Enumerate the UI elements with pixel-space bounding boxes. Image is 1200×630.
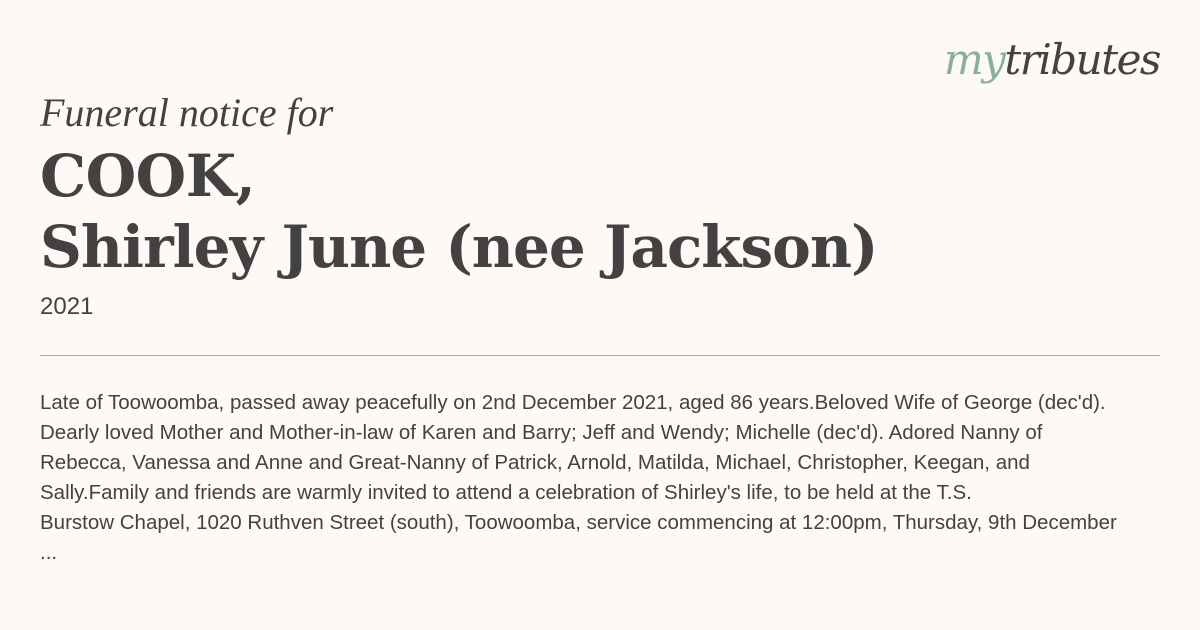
deceased-surname: COOK, [40,142,256,210]
notice-body-line: Burstow Chapel, 1020 Ruthven Street (south), Toowoomba, service commencing at 12:00pm, Thursday, 9th December [40,511,1117,534]
notice-year: 2021 [40,293,94,320]
notice-body-line: Rebecca, Vanessa and Anne and Great-Nanny of Patrick, Arnold, Matilda, Michael, Christopher, Keegan, and [40,451,1030,474]
logo-tributes: tributes [1004,35,1160,84]
notice-kicker: Funeral notice for [40,90,334,135]
notice-body [40,388,1200,568]
divider [40,355,1160,356]
logo-my: my [943,35,1005,84]
notice-body-line: Late of Toowoomba, passed away peacefully on 2nd December 2021, aged 86 years.Beloved Wife of George (dec'd). [40,391,1106,414]
notice-body-line: Dearly loved Mother and Mother-in-law of Karen and Barry; Jeff and Wendy; Michelle (dec'd). Adored Nanny of [40,421,1043,444]
notice-body-ellipsis: ... [40,541,58,564]
deceased-given-names: Shirley June (nee Jackson) [40,213,878,281]
notice-body-line: Sally.Family and friends are warmly invited to attend a celebration of Shirley's life, to be held at the T.S. [40,481,972,504]
mytributes-logo [944,32,1160,88]
